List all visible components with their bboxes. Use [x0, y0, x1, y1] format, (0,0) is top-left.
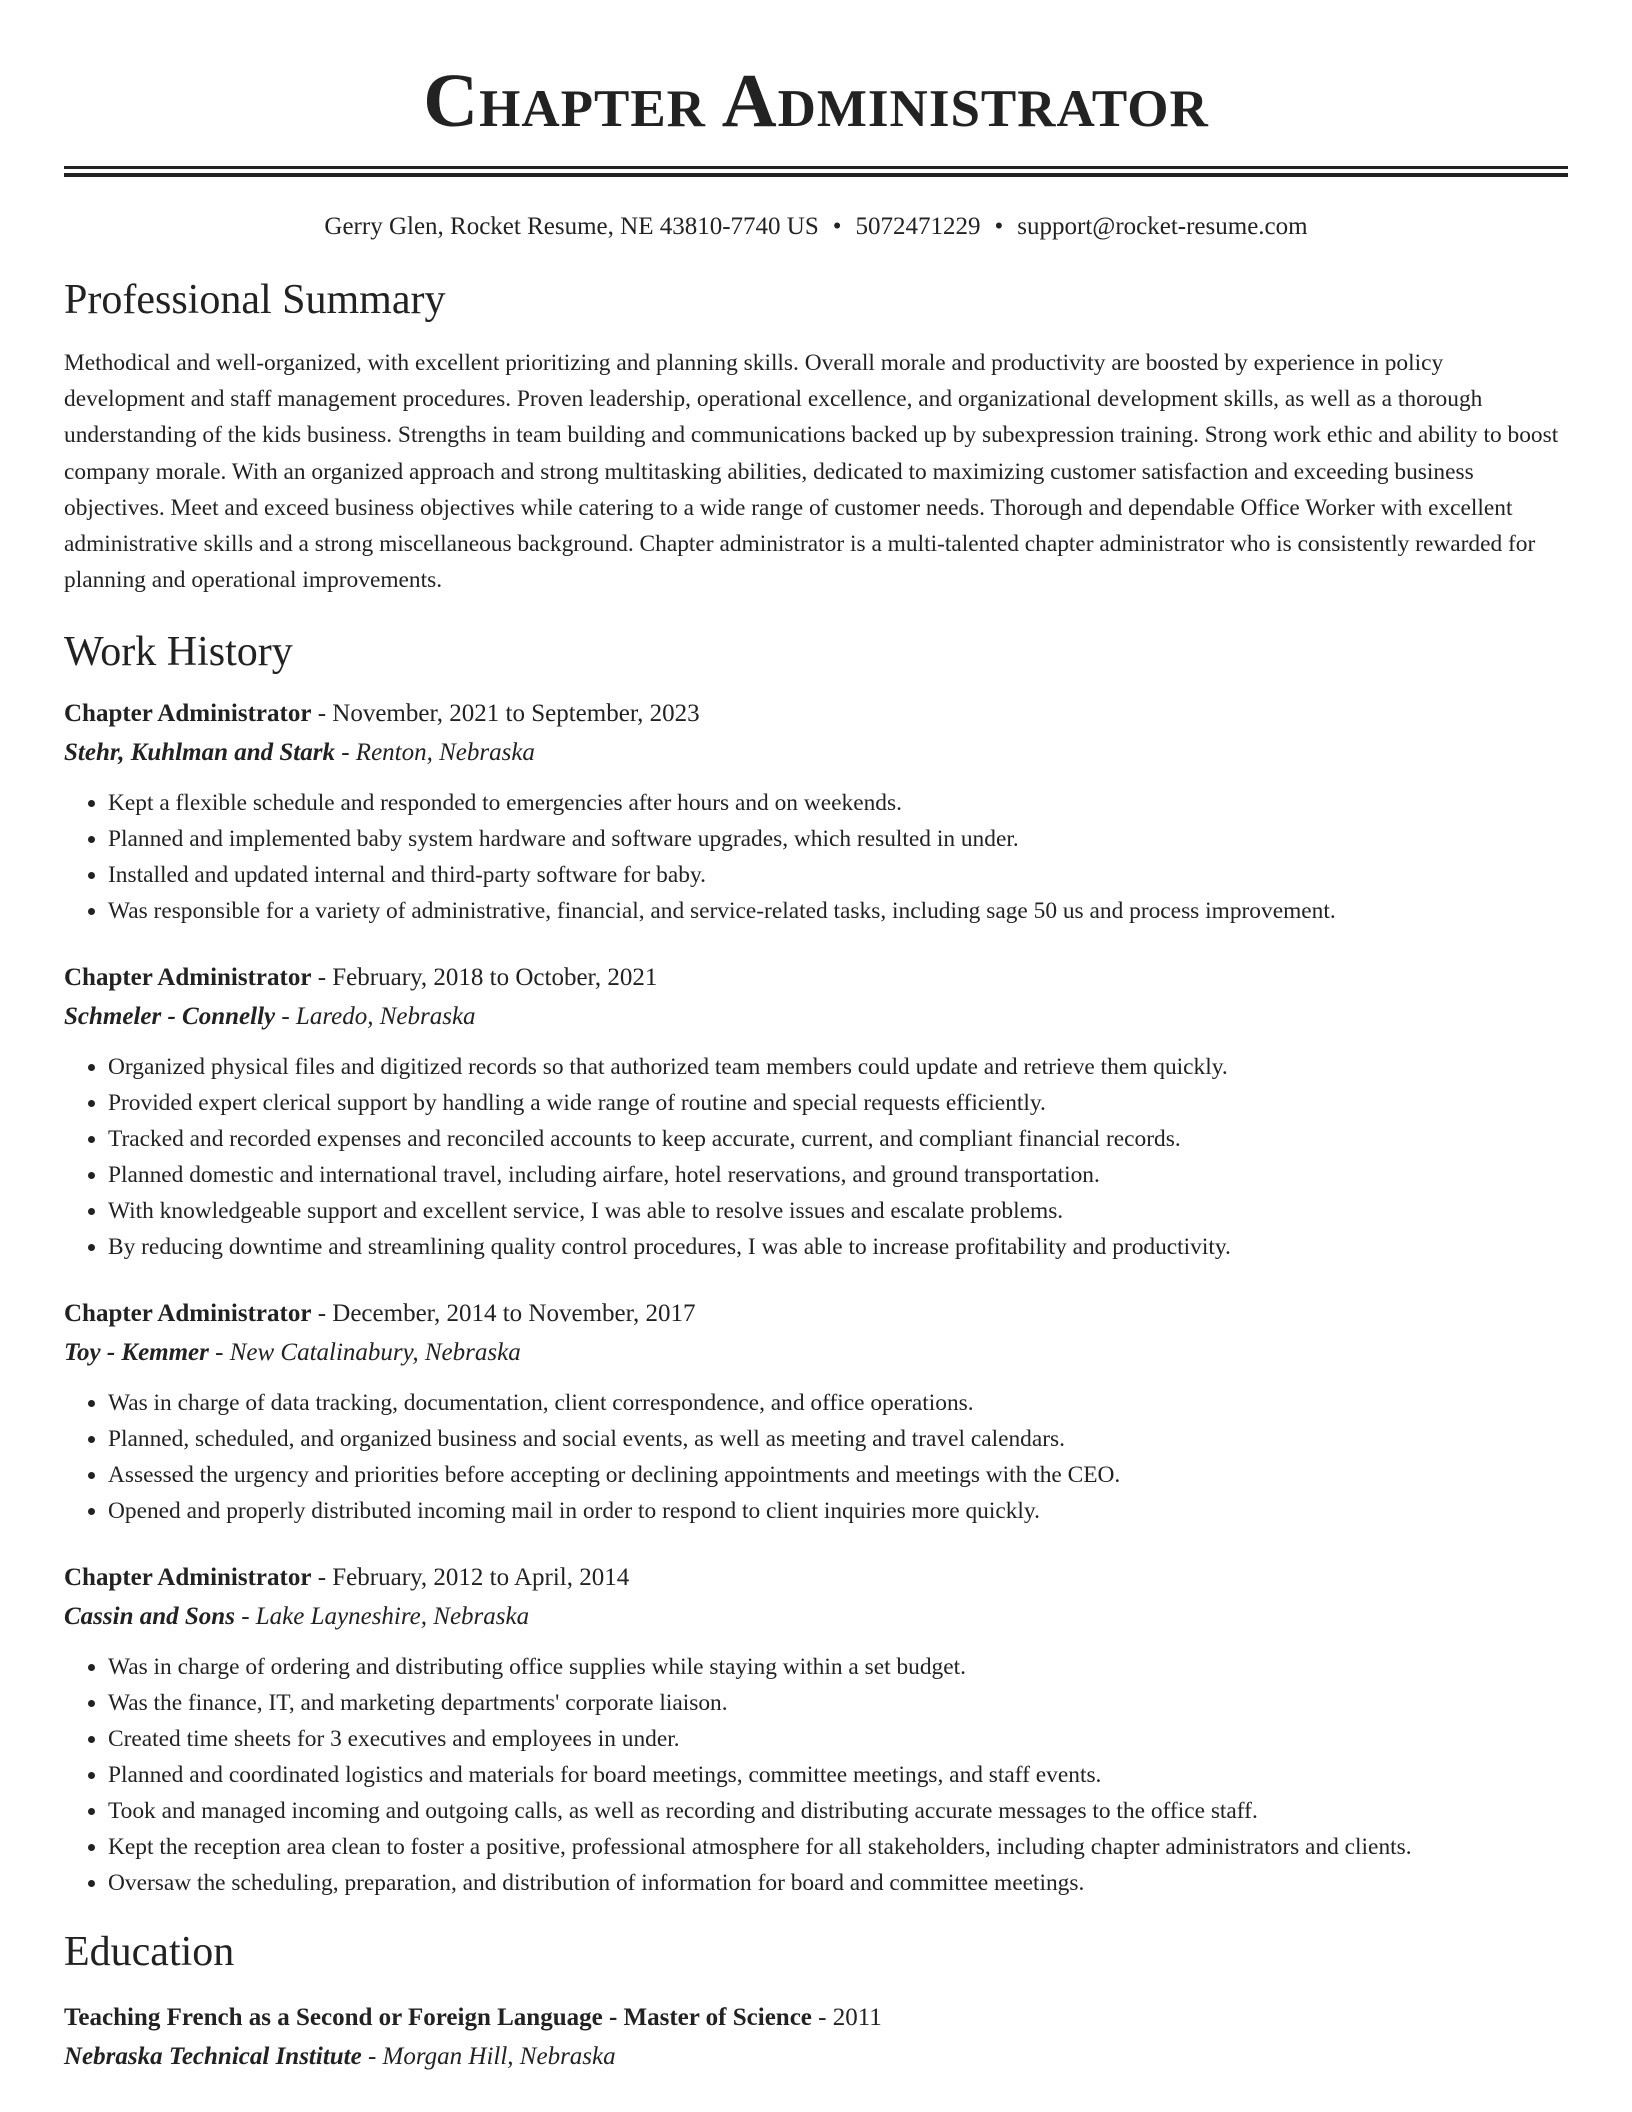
education-heading: Education: [64, 1929, 235, 1976]
contact-phone: 5072471229: [855, 213, 981, 240]
job-bullet: • Took and managed incoming and outgoing calls, as well as recording and distributing accurate messages to the office staff.: [108, 1793, 1568, 1829]
job-bullet: • Opened and properly distributed incoming mail in order to respond to client inquiries more quickly.: [108, 1493, 1568, 1529]
job-location: - Renton, Nebraska: [334, 739, 535, 767]
resume-title: Chapter Administrator: [423, 59, 1209, 143]
job-bullet: • Was in charge of data tracking, documentation, client correspondence, and office operations.: [108, 1385, 1568, 1421]
job-entry: [64, 1559, 1568, 1901]
contact-line: [64, 211, 1568, 243]
job-dates: - February, 2018 to October, 2021: [311, 964, 658, 992]
job-title-line: [64, 695, 1568, 733]
job-bullets: [64, 1649, 1568, 1901]
job-bullet: • Planned, scheduled, and organized business and social events, as well as meeting and travel calendars.: [108, 1421, 1568, 1457]
job-company: Stehr, Kuhlman and Stark: [64, 739, 335, 767]
job-company: Schmeler - Connelly: [64, 1003, 276, 1031]
job-bullet: • Installed and updated internal and third-party software for baby.: [108, 857, 1568, 893]
job-bullet: • Was the finance, IT, and marketing departments' corporate liaison.: [108, 1685, 1568, 1721]
job-bullet: • Organized physical files and digitized records so that authorized team members could update and retrieve them quickly.: [108, 1049, 1568, 1085]
job-company-line: [64, 1333, 1568, 1373]
job-location: - Lake Layneshire, Nebraska: [234, 1603, 530, 1631]
work-history-heading: Work History: [64, 629, 293, 676]
contact-email[interactable]: support@rocket-resume.com: [1017, 213, 1308, 240]
contact-address: Gerry Glen, Rocket Resume, NE 43810-7740 US: [324, 213, 819, 240]
job-bullet: • Provided expert clerical support by handling a wide range of routine and special requests efficiently.: [108, 1085, 1568, 1121]
job-company: Toy - Kemmer: [64, 1339, 209, 1367]
job-dates: - December, 2014 to November, 2017: [311, 1300, 696, 1328]
education-location: - Morgan Hill, Nebraska: [361, 2043, 616, 2071]
summary-heading: Professional Summary: [64, 277, 446, 323]
education-entry: [64, 1999, 1568, 2077]
job-bullet: • Assessed the urgency and priorities before accepting or declining appointments and meetings with the CEO.: [108, 1457, 1568, 1493]
job-company-line: [64, 1597, 1568, 1637]
education-year: - 2011: [811, 2004, 882, 2032]
job-bullet: • Tracked and recorded expenses and reconciled accounts to keep accurate, current, and compliant financial records.: [108, 1121, 1568, 1157]
job-bullet: • With knowledgeable support and excellent service, I was able to resolve issues and escalate problems.: [108, 1193, 1568, 1229]
job-bullets: [64, 785, 1568, 929]
job-bullets: [64, 1385, 1568, 1529]
job-role: Chapter Administrator: [64, 700, 312, 728]
education-school-line: [64, 2037, 1568, 2077]
education-school: Nebraska Technical Institute: [64, 2043, 362, 2071]
job-role: Chapter Administrator: [64, 1564, 312, 1592]
job-role: Chapter Administrator: [64, 1300, 312, 1328]
job-company: Cassin and Sons: [64, 1603, 235, 1631]
job-dates: - November, 2021 to September, 2023: [311, 700, 700, 728]
job-entry: [64, 695, 1568, 929]
job-bullet: • Planned and coordinated logistics and materials for board meetings, committee meetings, and staff events.: [108, 1757, 1568, 1793]
job-bullet: • By reducing downtime and streamlining quality control procedures, I was able to increase profitability and productivity.: [108, 1229, 1568, 1265]
job-title-line: [64, 1559, 1568, 1597]
job-entry: [64, 1295, 1568, 1529]
title-divider-top: [64, 166, 1568, 169]
job-bullet: • Kept the reception area clean to foster a positive, professional atmosphere for all stakeholders, including chapter administrators and clients.: [108, 1829, 1568, 1865]
job-role: Chapter Administrator: [64, 964, 312, 992]
job-bullet: • Was responsible for a variety of administrative, financial, and service-related tasks, including sage 50 us and process improvement.: [108, 893, 1568, 929]
job-title-line: [64, 1295, 1568, 1333]
job-bullet: • Planned domestic and international travel, including airfare, hotel reservations, and ground transportation.: [108, 1157, 1568, 1193]
title-divider-bottom: [64, 173, 1568, 177]
job-bullet: • Oversaw the scheduling, preparation, and distribution of information for board and committee meetings.: [108, 1865, 1568, 1901]
job-location: - New Catalinabury, Nebraska: [208, 1339, 521, 1367]
job-company-line: [64, 997, 1568, 1037]
contact-separator: •: [994, 213, 1004, 240]
job-dates: - February, 2012 to April, 2014: [311, 1564, 630, 1592]
job-bullet: • Created time sheets for 3 executives and employees in under.: [108, 1721, 1568, 1757]
education-degree: Teaching French as a Second or Foreign Language - Master of Science: [64, 2004, 812, 2032]
job-bullet: • Kept a flexible schedule and responded to emergencies after hours and on weekends.: [108, 785, 1568, 821]
job-location: - Laredo, Nebraska: [275, 1003, 476, 1031]
job-bullets: [64, 1049, 1568, 1265]
job-title-line: [64, 959, 1568, 997]
education-title-line: [64, 1999, 1568, 2037]
job-entry: [64, 959, 1568, 1265]
job-bullet: • Planned and implemented baby system hardware and software upgrades, which resulted in under.: [108, 821, 1568, 857]
contact-separator: •: [832, 213, 842, 240]
job-company-line: [64, 733, 1568, 773]
job-bullet: • Was in charge of ordering and distributing office supplies while staying within a set budget.: [108, 1649, 1568, 1685]
summary-text: Methodical and well-organized, with excellent prioritizing and planning skills. Overall morale and productivity are boosted by experience in policy development and staff management procedures. Proven leadership, operational excellence, and organizational development skills, as well as a thorough understanding of the kids business. Strengths in team building and communications backed up by subexpression training. Strong work ethic and ability to boost company morale. With an organized approach and strong multitasking abilities, dedicated to maximizing customer satisfaction and exceeding business objectives. Meet and exceed business objectives while catering to a wide range of customer needs. Thorough and dependable Office Worker with excellent administrative skills and a strong miscellaneous background. Chapter administrator is a multi-talented chapter administrator who is consistently rewarded for planning and operational improvements.: [64, 350, 1559, 594]
